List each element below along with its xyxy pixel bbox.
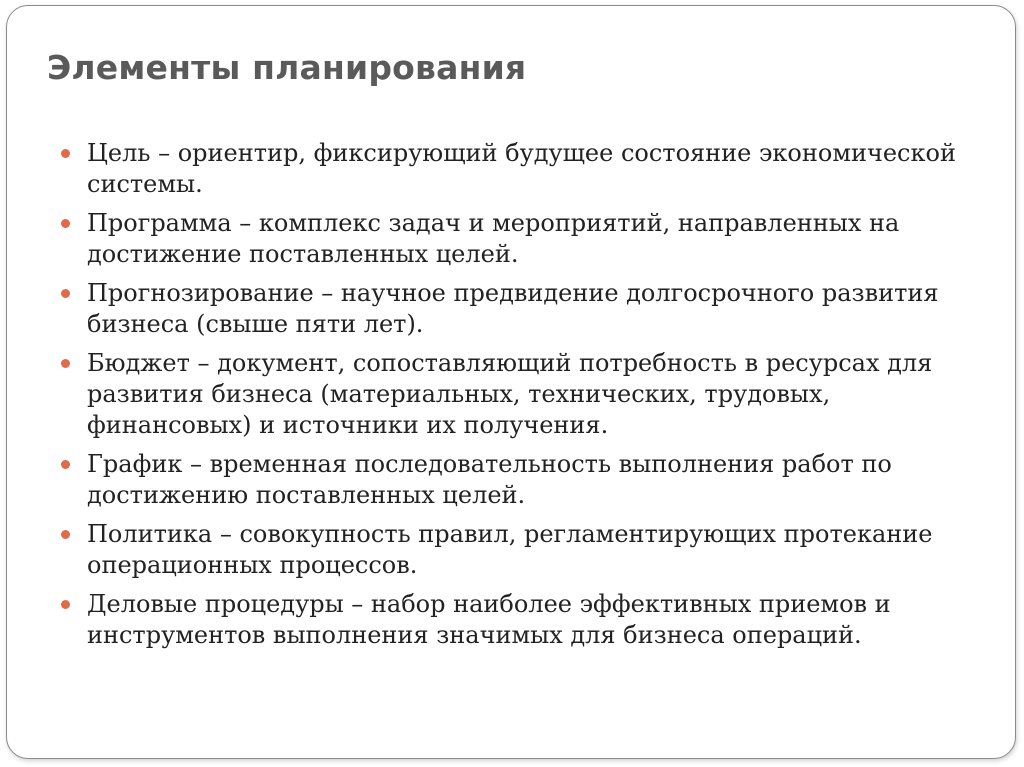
bullet-item-program [57, 208, 997, 270]
bullet-text: График – временная последовательность выполнения работ по достижению поставленных целей. [87, 450, 892, 509]
bullet-dot-icon [61, 289, 70, 298]
bullet-text: Цель – ориентир, фиксирующий будущее состояние экономической системы. [87, 139, 956, 198]
bullet-dot-icon [61, 149, 70, 158]
bullet-item-policy [57, 519, 997, 581]
bullet-dot-icon [61, 460, 70, 469]
bullet-item-schedule [57, 449, 997, 511]
bullet-text: Деловые процедуры – набор наиболее эффективных приемов и инструментов выполнения значимых для бизнеса операций. [87, 590, 891, 649]
bullet-item-procedures [57, 589, 997, 651]
bullet-text: Прогнозирование – научное предвидение долгосрочного развития бизнеса (свыше пяти лет). [87, 279, 939, 338]
bullet-dot-icon [61, 219, 70, 228]
bullet-dot-icon [61, 600, 70, 609]
bullet-text: Программа – комплекс задач и мероприятий, направленных на достижение поставленных целей. [87, 209, 900, 268]
bullet-dot-icon [61, 530, 70, 539]
bullet-text: Бюджет – документ, сопоставляющий потребность в ресурсах для развития бизнеса (материальных, технических, трудовых, финансовых) и источники их получения. [87, 349, 933, 439]
bullet-item-budget [57, 348, 997, 441]
slide [6, 5, 1016, 759]
slide-title: Элементы планирования [47, 48, 527, 87]
bullet-item-forecasting [57, 278, 997, 340]
bullet-text: Политика – совокупность правил, регламентирующих протекание операционных процессов. [87, 520, 933, 579]
bullet-dot-icon [61, 359, 70, 368]
bullet-list [57, 138, 997, 659]
bullet-item-goal [57, 138, 997, 200]
